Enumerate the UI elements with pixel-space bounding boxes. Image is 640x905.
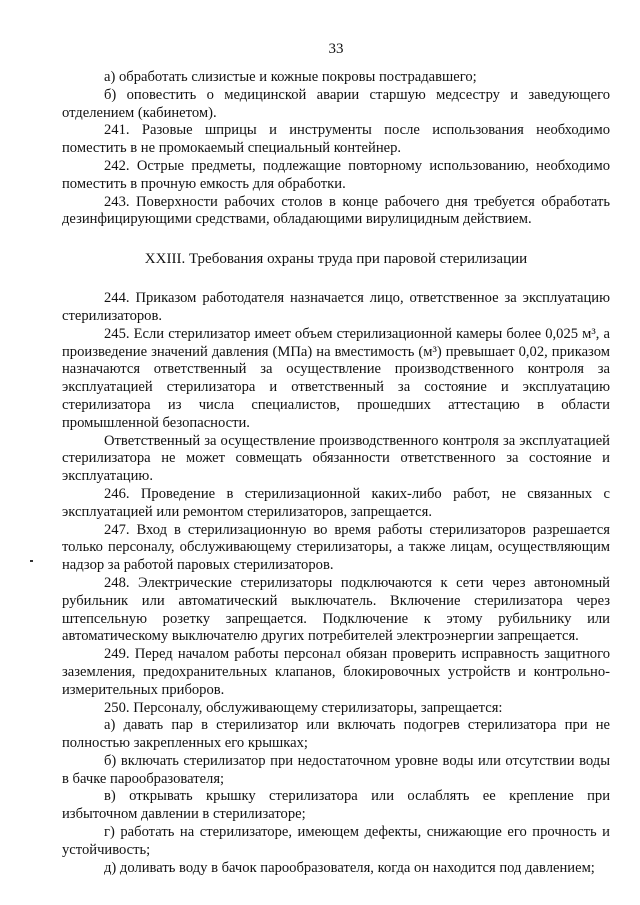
paragraph-242: 242. Острые предметы, подлежащие повторному использованию, необходимо поместить в прочную емкость для обработки. (62, 157, 610, 192)
paragraph-245: 245. Если стерилизатор имеет объем стерилизационной камеры более 0,025 м³, а произведение значений давления (МПа) на вместимость (м³) превышает 0,02, приказом назначаются ответственный за осуществление производственного контроля за эксплуатацией стерилизатора и ответственный за состояние и эксплуатацию стерилизатора из числа специалистов, прошедших аттестацию в области промышленной безопасности. (62, 325, 610, 431)
section-heading: XXIII. Требования охраны труда при паровой стерилизации (144, 251, 528, 268)
paragraph-250: 250. Персоналу, обслуживающему стерилизаторы, запрещается: (104, 699, 503, 716)
paragraph-250-b: б) включать стерилизатор при недостаточном уровне воды или отсутствии воды в бачке парообразователя; (62, 752, 610, 787)
paragraph-250-v: в) открывать крышку стерилизатора или ослаблять ее крепление при избыточном давлении в стерилизаторе; (62, 788, 610, 823)
paragraph-245-responsible: Ответственный за осуществление производственного контроля за эксплуатацией стерилизатора не может совмещать обязанности ответственного за состояние и эксплуатацию. (62, 432, 610, 485)
paragraph-247: 247. Вход в стерилизационную во время работы стерилизаторов разрешается только персоналу, обслуживающему стерилизаторы, а также лицам, осуществляющим надзор за работой паровых стерилизаторов. (62, 521, 610, 574)
paragraph-248: 248. Электрические стерилизаторы подключаются к сети через автономный рубильник или автоматический выключатель. Включение стерилизатора через штепсельную розетку запрещается. Подключение к этому рубильнику или автоматическому выключателю других потребителей электроэнергии запрещается. (62, 574, 610, 645)
paragraph-250-a: а) давать пар в стерилизатор или включать подогрев стерилизатора при не полностью закрепленных его крышках; (62, 717, 610, 752)
scan-speck (30, 560, 33, 562)
paragraph-250-d: д) доливать воду в бачок парообразователя, когда он находится под давлением; (104, 859, 595, 876)
paragraph-244: 244. Приказом работодателя назначается лицо, ответственное за эксплуатацию стерилизаторов. (62, 290, 610, 324)
paragraph-241: 241. Разовые шприцы и инструменты после использования необходимо поместить в не промокаемый специальный контейнер. (62, 122, 610, 157)
paragraph-249: 249. Перед началом работы персонал обязан проверить исправность защитного заземления, предохранительных клапанов, блокировочных устройств и контрольно-измерительных приборов. (62, 646, 610, 698)
paragraph-250-g: г) работать на стерилизаторе, имеющем дефекты, снижающие его прочность и устойчивость; (62, 824, 610, 858)
page-number: 33 (328, 41, 344, 57)
paragraph-243: 243. Поверхности рабочих столов в конце рабочего дня требуется обработать дезинфицирующими средствами, обладающими вирулицидным действием. (62, 193, 610, 228)
paragraph-b-notify: б) оповестить о медицинской аварии старшую медсестру и заведующего отделением (кабинетом). (62, 86, 610, 121)
paragraph-a-first-aid: а) обработать слизистые и кожные покровы пострадавшего; (104, 69, 477, 85)
document-body (62, 69, 610, 877)
paragraph-246: 246. Проведение в стерилизационной каких-либо работ, не связанных с эксплуатацией или ремонтом стерилизаторов, запрещается. (62, 485, 610, 520)
